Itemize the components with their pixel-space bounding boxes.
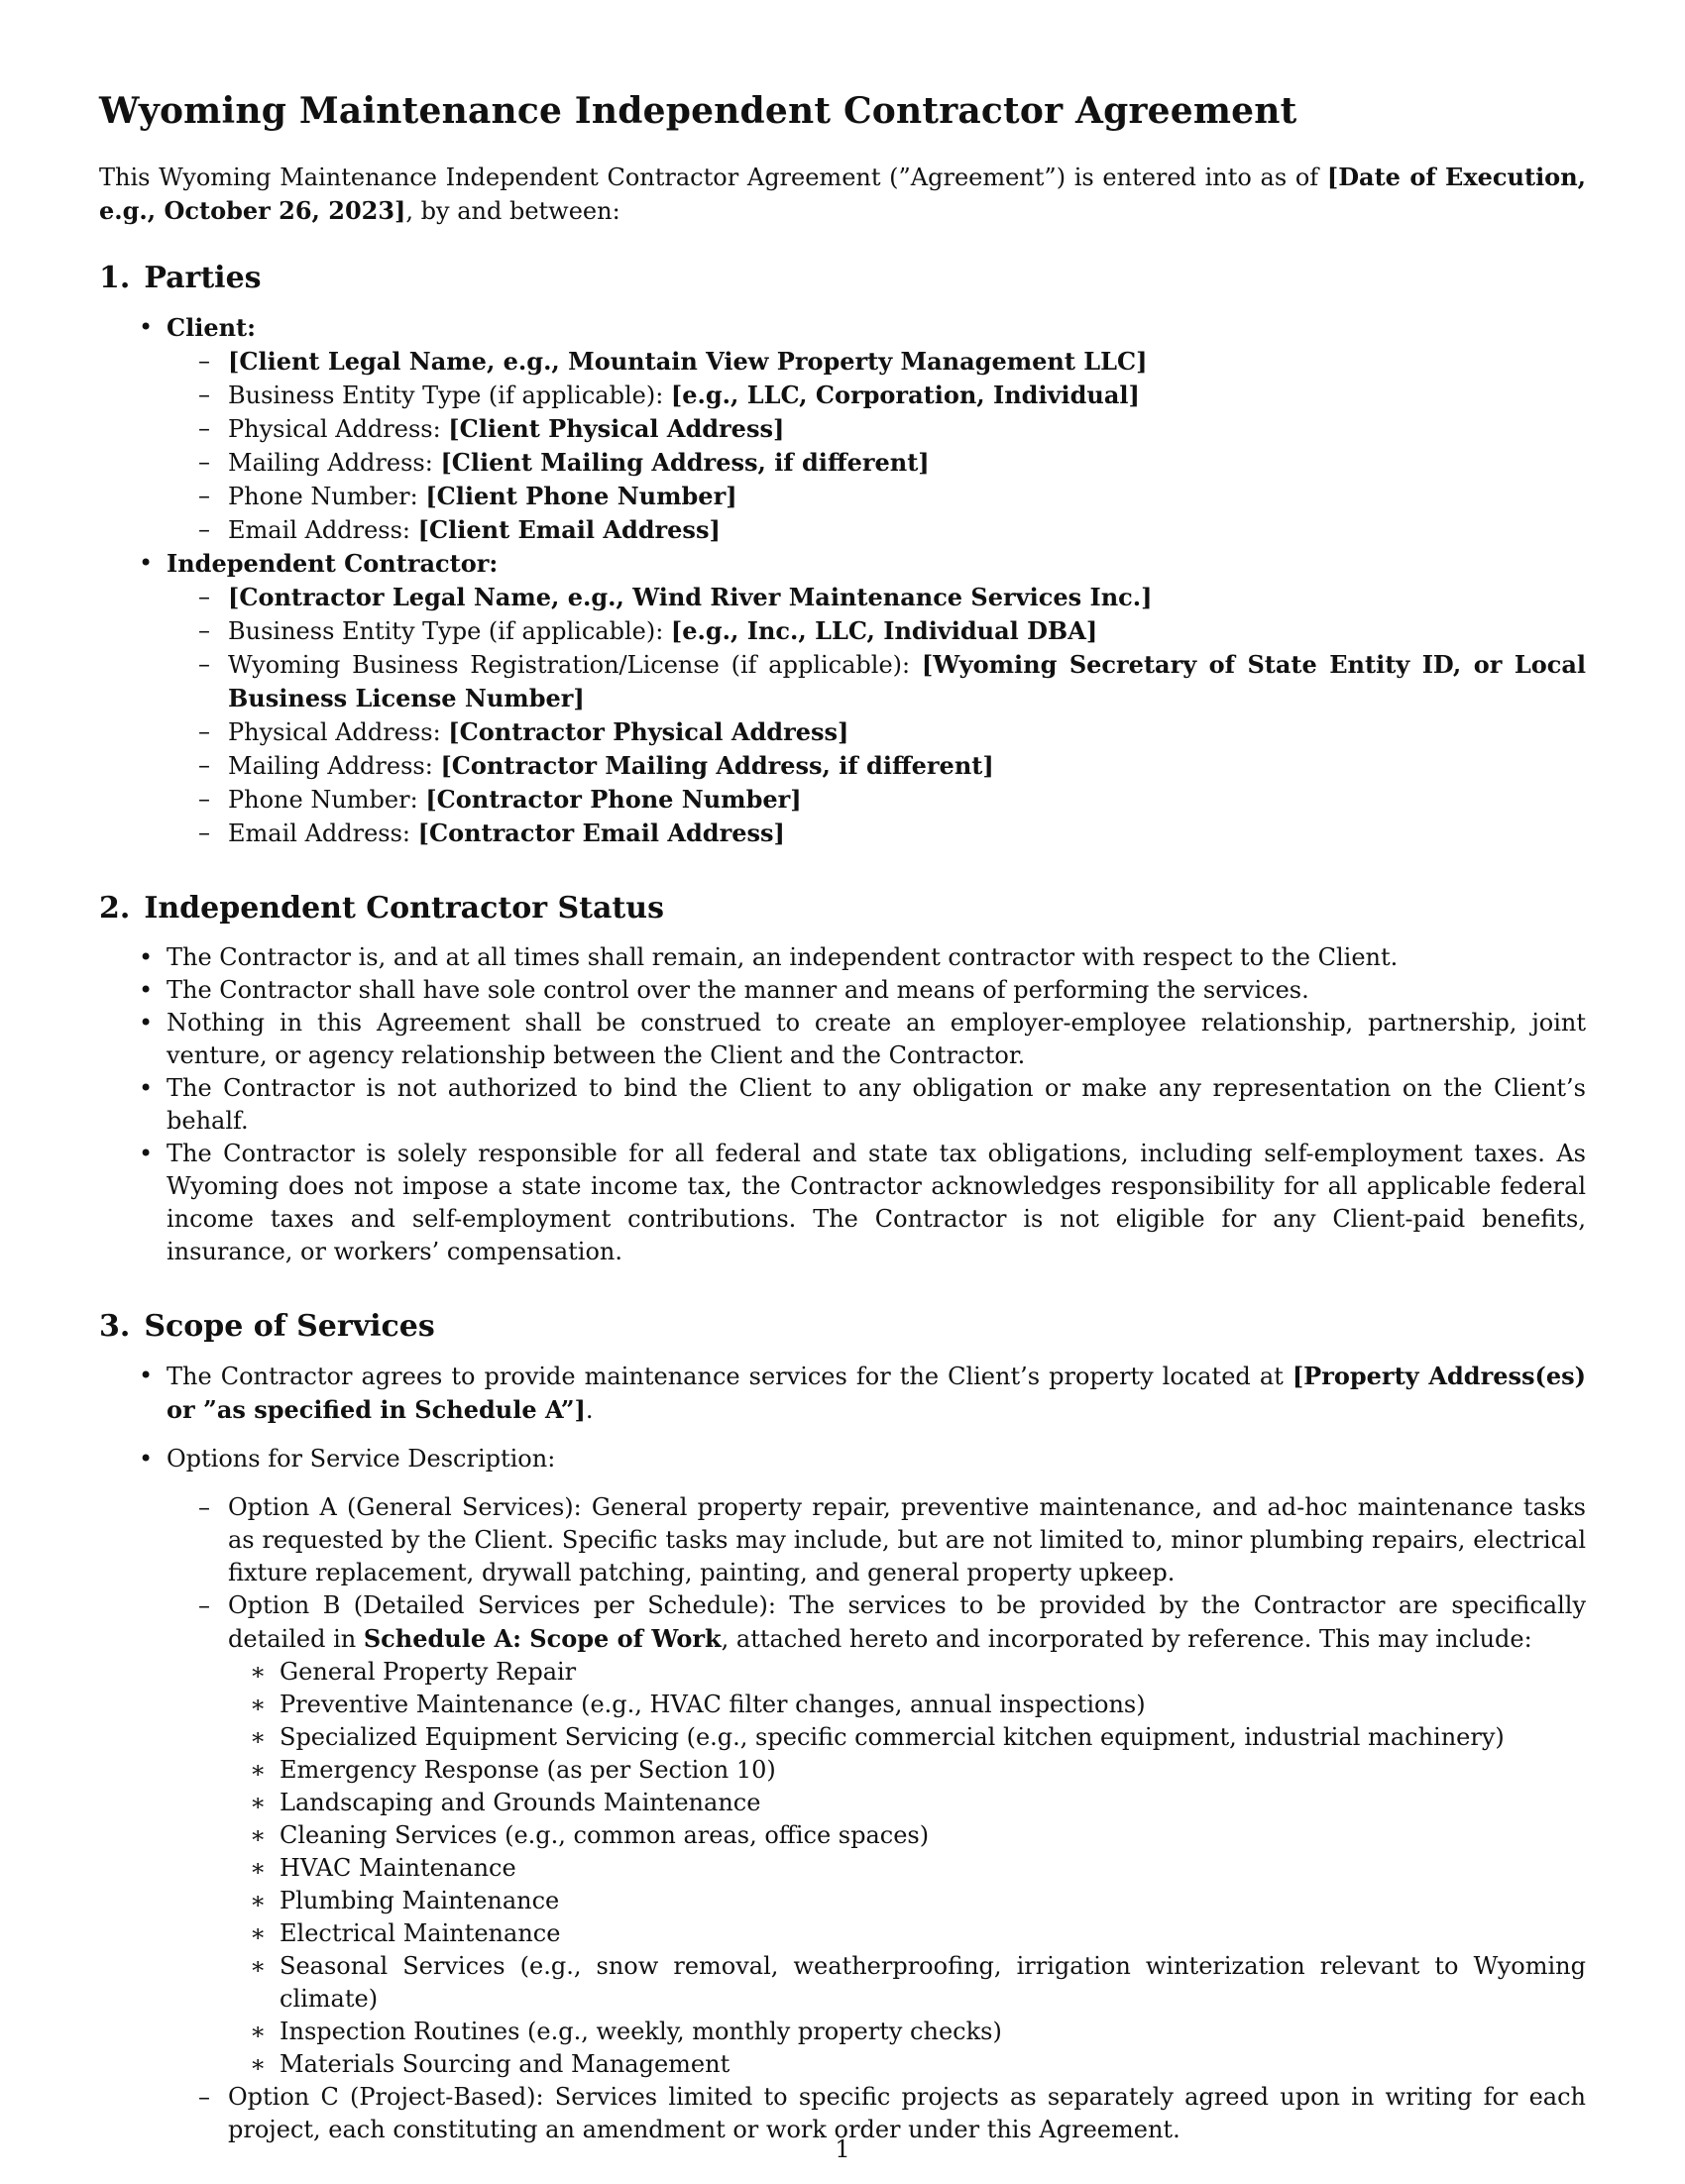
- page-number: 1: [835, 2135, 850, 2163]
- option-a: – Option A (General Services): General property repair, preventive maintenance, and ad-hoc maintenance tasks as requested by the Client. Specific tasks may include, but are not limited to, minor plumbing repairs, electrical fixture replacement, drywall patching, painting, and general property upkeep.: [167, 1491, 1586, 1589]
- service-options: [167, 1491, 1586, 2146]
- contractor-field: – Phone Number: [Contractor Phone Number]: [167, 783, 1586, 817]
- list-item: • The Contractor is, and at all times shall remain, an independent contractor with respect to the Client.: [99, 941, 1586, 974]
- contractor-field: – Mailing Address: [Contractor Mailing Address, if different]: [167, 749, 1586, 783]
- contractor-fields: [167, 581, 1586, 850]
- option-b: – Option B (Detailed Services per Schedule): The services to be provided by the Contractor are specifically detailed in Schedule A: Scope of Work, attached hereto and incorporated by reference. This may include: ∗ General Property Repair ∗ Preventive Maintenance (e.g., HVAC filter changes, annual inspections) ∗ Specialized Equipment Servicing (e.g., specific commercial kitchen equipment, industrial machinery) ∗ Emergency Response (as per Section 10) ∗ Landscaping and Grounds Maintenance ∗ Cleaning Services (e.g., common areas, office spaces) ∗ HVAC Maintenance ∗ Plumbing Maintenance ∗ Electrical Maintenance ∗ Seasonal Services (e.g., snow removal, weatherproofing, irrigation winterization relevant to Wyoming climate) ∗ Inspection Routines (e.g., weekly, monthly property checks) ∗ Materials Sourcing and Management: [167, 1589, 1586, 2081]
- section-status: [99, 888, 1586, 1268]
- intro-date-placeholder: [Date of Execution, e.g., October 26, 2023]: [99, 163, 1586, 225]
- section-heading: 1. Parties: [99, 261, 262, 295]
- intro-text-end: , by and between:: [405, 197, 620, 225]
- contractor-field: – Wyoming Business Registration/License (if applicable): [Wyoming Secretary of State Entity ID, or Local Business License Number]: [167, 648, 1586, 715]
- contractor-field: – Email Address: [Contractor Email Address]: [167, 817, 1586, 850]
- contractor-field: – Physical Address: [Contractor Physical Address]: [167, 715, 1586, 749]
- list-item: ∗ HVAC Maintenance: [228, 1852, 1586, 1885]
- client-field: – [Client Legal Name, e.g., Mountain View Property Management LLC]: [167, 345, 1586, 379]
- document-title: Wyoming Maintenance Independent Contractor Agreement: [99, 90, 1297, 132]
- contractor-label: Independent Contractor:: [167, 549, 499, 578]
- list-item: ∗ Plumbing Maintenance: [228, 1885, 1586, 1917]
- client-block: [99, 311, 1586, 547]
- client-field: – Email Address: [Client Email Address]: [167, 513, 1586, 547]
- contractor-block: [99, 547, 1586, 850]
- list-item: ∗ Seasonal Services (e.g., snow removal, weatherproofing, irrigation winterization relevant to Wyoming climate): [228, 1950, 1586, 2016]
- list-item: ∗ Specialized Equipment Servicing (e.g., specific commercial kitchen equipment, industrial machinery): [228, 1721, 1586, 1754]
- scope-list: [99, 1360, 1586, 2146]
- client-field: – Mailing Address: [Client Mailing Address, if different]: [167, 446, 1586, 480]
- document-body: [99, 87, 1586, 2184]
- option-b-list: [228, 1656, 1586, 2081]
- list-item: ∗ Electrical Maintenance: [228, 1917, 1586, 1950]
- list-item: • The Contractor is solely responsible for all federal and state tax obligations, including self-employment taxes. As Wyoming does not impose a state income tax, the Contractor acknowledges responsibility for all applicable federal income taxes and self-employment contributions. The Contractor is not eligible for any Client-paid benefits, insurance, or workers’ compensation.: [99, 1138, 1586, 1268]
- client-field: – Business Entity Type (if applicable): [e.g., LLC, Corporation, Individual]: [167, 379, 1586, 412]
- list-item: ∗ Inspection Routines (e.g., weekly, monthly property checks): [228, 2016, 1586, 2048]
- section-parties: [99, 258, 1586, 850]
- list-item: ∗ Materials Sourcing and Management: [228, 2048, 1586, 2081]
- intro-paragraph: [99, 161, 1586, 228]
- client-field: – Physical Address: [Client Physical Address]: [167, 412, 1586, 446]
- contractor-field: – [Contractor Legal Name, e.g., Wind River Maintenance Services Inc.]: [167, 581, 1586, 614]
- list-item: ∗ General Property Repair: [228, 1656, 1586, 1689]
- list-item: ∗ Cleaning Services (e.g., common areas, office spaces): [228, 1819, 1586, 1852]
- parties-list: [99, 311, 1586, 850]
- section-heading: 2. Independent Contractor Status: [99, 891, 664, 926]
- client-field: – Phone Number: [Client Phone Number]: [167, 480, 1586, 513]
- list-item: • The Contractor agrees to provide maintenance services for the Client’s property located at [Property Address(es) or ”as specified in Schedule A”].: [99, 1360, 1586, 1427]
- section-scope: [99, 1306, 1586, 2146]
- client-label: Client:: [167, 313, 256, 342]
- list-item: • Nothing in this Agreement shall be construed to create an employer-employee relationship, partnership, joint venture, or agency relationship between the Client and the Contractor.: [99, 1007, 1586, 1072]
- section-heading: 3. Scope of Services: [99, 1309, 435, 1344]
- intro-text: This Wyoming Maintenance Independent Contractor Agreement (”Agreement”) is entered into as of: [99, 164, 1327, 191]
- client-fields: [167, 345, 1586, 547]
- list-item: • Options for Service Description: – Option A (General Services): General property repair, preventive maintenance, and ad-hoc maintenance tasks as requested by the Client. Specific tasks may include, but are not limited to, minor plumbing repairs, electrical fixture replacement, drywall patching, painting, and general property upkeep. – Option B (Detailed Services per Schedule): The services to be provided by the Contractor are specifically detailed in Schedule A: Scope of Work, attached hereto and incorporated by reference. This may include: ∗ General Property Repair ∗ Preventive Maintenance (e.g., HVAC filter changes, annual inspections) ∗ Specialized Equipment Servicing (e.g., specific commercial kitchen equipment, industrial machinery) ∗ Emergency Response (as per Section 10) ∗ Landscaping and Grounds Maintenance ∗ Cleaning Services (e.g., common areas, office spaces) ∗ HVAC Maintenance ∗ Plumbing Maintenance ∗ Electrical Maintenance ∗ Seasonal Services (e.g., snow removal, weatherproofing, irrigation winterization relevant to Wyoming climate) ∗ Inspection Routines (e.g., weekly, monthly property checks) ∗ Materials Sourcing and Management – Option C (Project-Based): Services limited to specific projects as separately agreed upon in writing for each project, each constituting an amendment or work order under this Agreement.: [99, 1443, 1586, 2146]
- list-item: • The Contractor shall have sole control over the manner and means of performing the services.: [99, 974, 1586, 1007]
- list-item: ∗ Emergency Response (as per Section 10): [228, 1754, 1586, 1787]
- list-item: ∗ Preventive Maintenance (e.g., HVAC filter changes, annual inspections): [228, 1689, 1586, 1721]
- status-list: [99, 941, 1586, 1268]
- option-c: – Option C (Project-Based): Services limited to specific projects as separately agreed upon in writing for each project, each constituting an amendment or work order under this Agreement.: [167, 2081, 1586, 2146]
- list-item: • The Contractor is not authorized to bind the Client to any obligation or make any representation on the Client’s behalf.: [99, 1072, 1586, 1138]
- contractor-field: – Business Entity Type (if applicable): [e.g., Inc., LLC, Individual DBA]: [167, 614, 1586, 648]
- list-item: ∗ Landscaping and Grounds Maintenance: [228, 1787, 1586, 1819]
